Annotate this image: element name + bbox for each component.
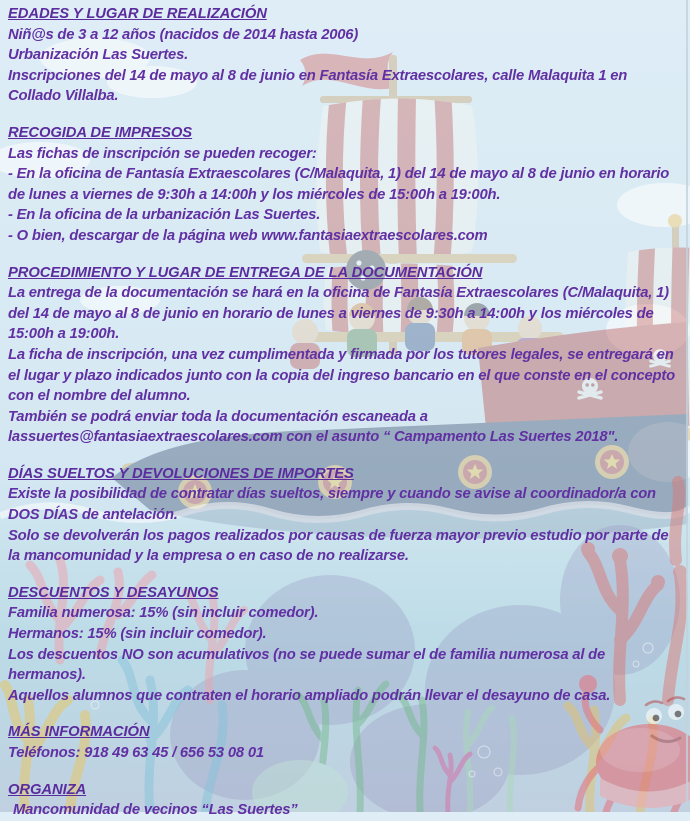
section-title: PROCEDIMIENTO Y LUGAR DE ENTREGA DE LA DOCUMENTACIÓN xyxy=(8,264,483,281)
section-title: DÍAS SUELTOS Y DEVOLUCIONES DE IMPORTES xyxy=(8,465,354,482)
body-line: También se podrá enviar toda la documentación escaneada a lassuertes@fantasiaextraescolares.com con el asunto “ Campamento Las Suertes 2018". xyxy=(8,408,619,446)
section-mas-informacion xyxy=(8,722,683,763)
section-title: ORGANIZA xyxy=(8,781,87,798)
section-title: RECOGIDA DE IMPRESOS xyxy=(8,124,193,141)
section-title: DESCUENTOS Y DESAYUNOS xyxy=(8,584,219,601)
body-line: Niñ@s de 3 a 12 años (nacidos de 2014 hasta 2006) xyxy=(8,26,359,43)
section-recogida xyxy=(8,123,683,247)
section-title: MÁS INFORMACIÓN xyxy=(8,724,150,741)
section-procedimiento xyxy=(8,263,683,448)
body-line: Solo se devolverán los pagos realizados por causas de fuerza mayor previo estudio por parte de la mancomunidad y la empresa o en caso de no realizarse. xyxy=(8,527,669,565)
body-line: Los descuentos NO son acumulativos (no se puede sumar el de familia numerosa al de hermanos). xyxy=(8,646,606,684)
section-descuentos xyxy=(8,583,683,707)
body-line: La entrega de la documentación se hará en la oficina de Fantasía Extraescolares (C/Malaquita, 1) del 14 de mayo al 8 de junio en horario de lunes a viernes de 9:30h a 14:00h y los miércoles de 15:00h a 19:00h. xyxy=(8,285,669,343)
body-line: - En la oficina de Fantasía Extraescolares (C/Malaquita, 1) del 14 de mayo al 8 de junio en horario de lunes a viernes de 9:30h a 14:00h y los miércoles de 15:00h a 19:00h. xyxy=(8,166,670,203)
body-line: Existe la posibilidad de contratar días sueltos, siempre y cuando se avise al coordinador/a con DOS DÍAS de antelación. xyxy=(8,486,656,524)
body-line: - O bien, descargar de la página web www.fantasiaextraescolares.com xyxy=(8,227,488,244)
body-line: Inscripciones del 14 de mayo al 8 de junio en Fantasía Extraescolares, calle Malaquita 1 en Collado Villalba. xyxy=(8,67,628,105)
section-edades xyxy=(8,4,683,107)
body-line: La ficha de inscripción, una vez cumplimentada y firmada por los tutores legales, se entregará en el lugar y plazo indicados junto con la copia del ingreso bancario en el que conste en el concepto con el nombre del alumno. xyxy=(8,346,675,405)
section-dias-sueltos xyxy=(8,464,683,567)
section-organiza xyxy=(8,780,683,821)
body-line: Urbanización Las Suertes. xyxy=(8,47,189,64)
body-line: Hermanos: 15% (sin incluir comedor). xyxy=(8,626,267,643)
section-title: EDADES Y LUGAR DE REALIZACIÓN xyxy=(8,6,267,22)
body-line: Mancomunidad de vecinos “Las Suertes” xyxy=(13,802,298,819)
body-line: Las fichas de inscripción se pueden recoger: xyxy=(8,145,317,162)
body-line: Familia numerosa: 15% (sin incluir comedor). xyxy=(8,605,319,622)
body-line phone-numbers: Teléfonos: 918 49 63 45 / 656 53 08 01 xyxy=(8,745,264,761)
body-line: Aquellos alumnos que contraten el horario ampliado podrán llevar el desayuno de casa. xyxy=(8,687,611,704)
body-line: - En la oficina de la urbanización Las Suertes. xyxy=(8,207,321,224)
